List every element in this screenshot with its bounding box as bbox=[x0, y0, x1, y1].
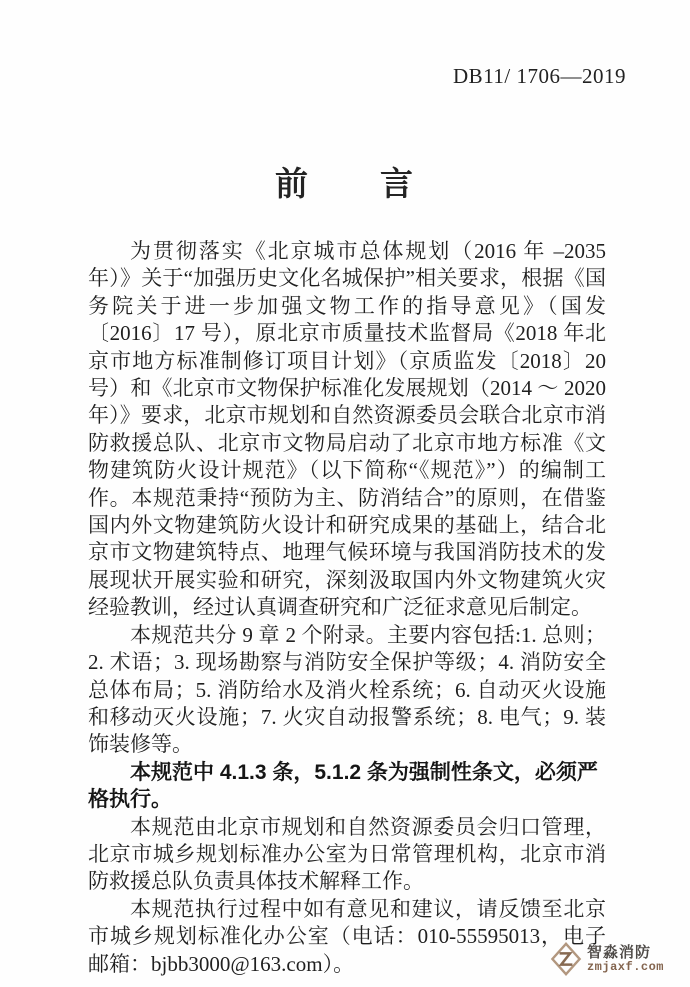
brand-logo-icon bbox=[550, 941, 582, 977]
doc-code: DB11/ 1706—2019 bbox=[453, 64, 626, 88]
foreword-paragraph: 本规范共分 9 章 2 个附录。主要内容包括:1. 总则；2. 术语；3. 现场勘察与消防安全保护等级；4. 消防安全总体布局；5. 消防给水及消火栓系统；6. 自动灭火设施和移动灭火设施；7. 火灾自动报警系统；8. 电气；9. 装饰装修等。 bbox=[88, 622, 606, 757]
brand-name: 智淼消防 bbox=[586, 943, 651, 961]
foreword-paragraph: 为贯彻落实《北京城市总体规划（2016 年 –2035 年）》关于“加强历史文化名城保护”相关要求，根据《国务院关于进一步加强文物工作的指导意见》（国发〔2016〕17 号），原北京市质量技术监督局《2018 年北京市地方标准制修订项目计划》（京质监发〔2018〕20 号）和《北京市文物保护标准化发展规划（2014 ～ 2020 年）》要求，北京市规划和自然资源委员会联合北京市消防救援总队、北京市文物局启动了北京市地方标准《文物建筑防火设计规范》（以下简称“《规范》”）的编制工作。本规范秉持“预防为主、防消结合”的原则，在借鉴国内外文物建筑防火设计和研究成果的基础上，结合北京市文物建筑特点、地理气候环境与我国消防技术的发展现状开展实验和研究，深刻汲取国内外文物建筑火灾经验教训，经过认真调查研究和广泛征求意见后制定。 bbox=[88, 239, 606, 620]
foreword-paragraph: 本规范执行过程中如有意见和建议，请反馈至北京市城乡规划标准化办公室（电话：010-55595013，电子邮箱：bjbb3000@163.com）。 bbox=[88, 896, 606, 976]
foreword-body bbox=[88, 238, 606, 978]
foreword-paragraph: 本规范由北京市规划和自然资源委员会归口管理，北京市城乡规划标准办公室为日常管理机构，北京市消防救援总队负责具体技术解释工作。 bbox=[88, 814, 606, 894]
watermark bbox=[550, 941, 664, 977]
watermark-text bbox=[587, 945, 664, 973]
brand-domain: zmjaxf.com bbox=[586, 959, 664, 974]
foreword-paragraph-mandatory: 本规范中 4.1.3 条，5.1.2 条为强制性条文，必须严格执行。 bbox=[88, 760, 598, 812]
page-title: 前 言 bbox=[275, 165, 415, 202]
